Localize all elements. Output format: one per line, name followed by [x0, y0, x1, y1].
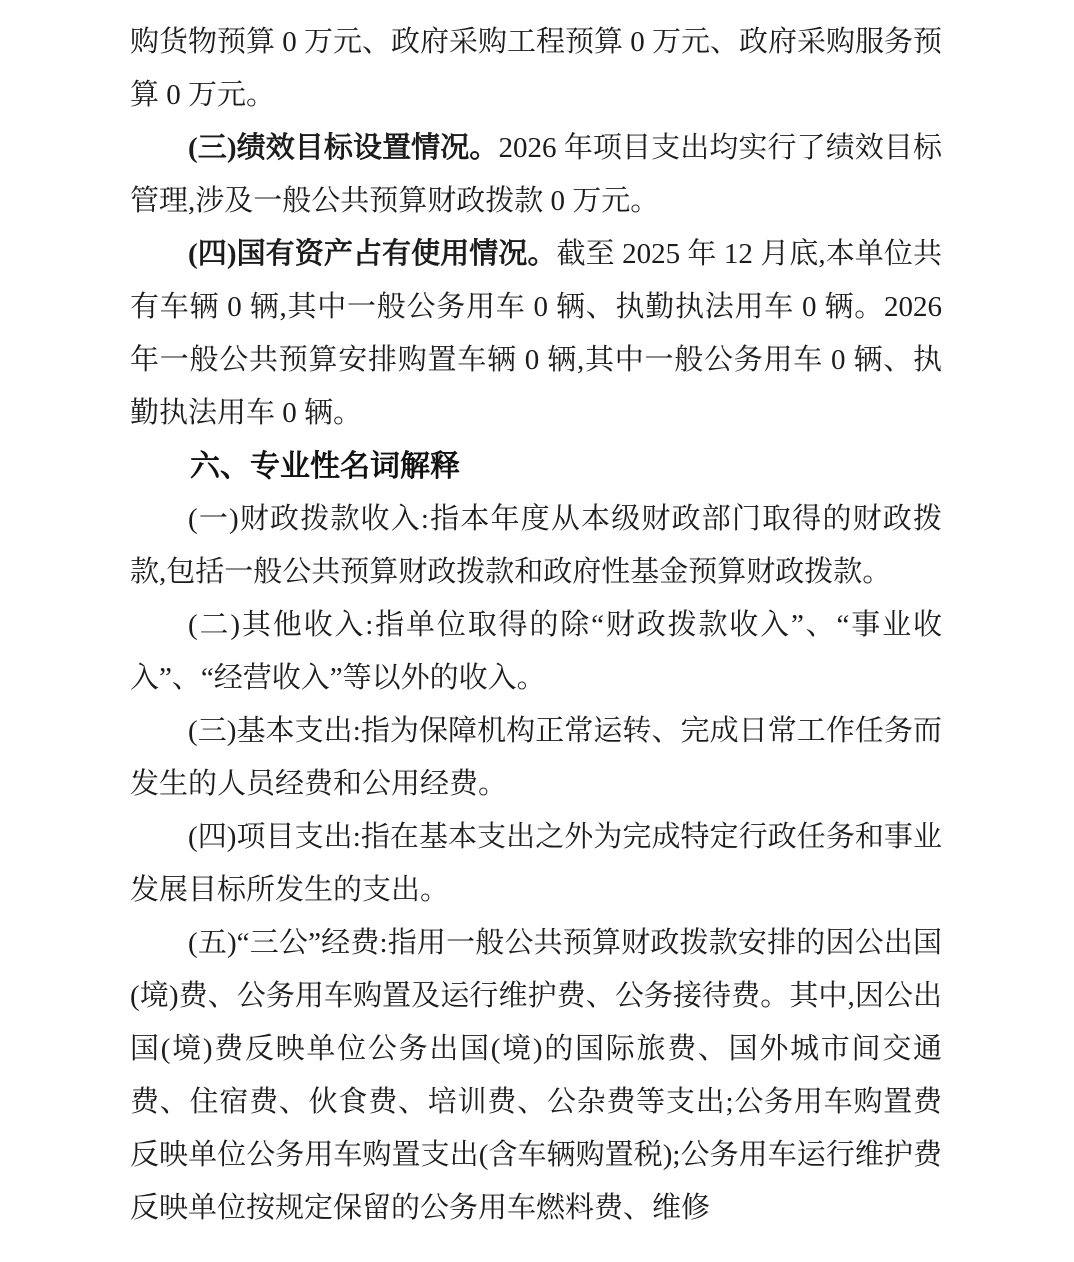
- paragraph-term-three-public-expenses: (五)“三公”经费:指用一般公共预算财政拨款安排的因公出国(境)费、公务用车购置及运行维护费、公务接待费。其中,因公出国(境)费反映单位公务出国(境)的国际旅费、国外城市间交通费、住宿费、伙食费、培训费、公杂费等支出;公务用车购置费反映单位公务用车购置支出(含车辆购置税);公务用车运行维护费反映单位按规定保留的公务用车燃料费、维修: [130, 927, 942, 1224]
- paragraph-state-assets: [130, 228, 942, 440]
- item-title-state-assets: (四)国有资产占有使用情况。: [188, 238, 557, 270]
- paragraph-performance-goals: [130, 122, 942, 228]
- paragraph-term-fiscal-appropriation-income: (一)财政拨款收入:指本年度从本级财政部门取得的财政拨款,包括一般公共预算财政拨款和政府性基金预算财政拨款。: [130, 503, 942, 588]
- paragraph-term-other-income: (二)其他收入:指单位取得的除“财政拨款收入”、“事业收入”、“经营收入”等以外的收入。: [130, 609, 942, 694]
- document-body: [130, 16, 942, 1235]
- item-text-state-assets: 截至 2025 年 12 月底,本单位共有车辆 0 辆,其中一般公务用车 0 辆、执勤执法用车 0 辆。2026 年一般公共预算安排购置车辆 0 辆,其中一般公务用车 0 辆、执勤执法用车 0 辆。: [130, 238, 942, 429]
- paragraph-term-project-expenditure: (四)项目支出:指在基本支出之外为完成特定行政任务和事业发展目标所发生的支出。: [130, 821, 942, 906]
- item-text-performance-goals: 2026 年项目支出均实行了绩效目标管理,涉及一般公共预算财政拨款 0 万元。: [130, 132, 942, 217]
- paragraph-procurement-continuation: 购货物预算 0 万元、政府采购工程预算 0 万元、政府采购服务预算 0 万元。: [130, 26, 943, 111]
- section-heading-terminology: 六、专业性名词解释: [190, 450, 460, 483]
- item-title-performance-goals: (三)绩效目标设置情况。: [188, 132, 499, 164]
- paragraph-term-basic-expenditure: (三)基本支出:指为保障机构正常运转、完成日常工作任务而发生的人员经费和公用经费。: [130, 715, 942, 800]
